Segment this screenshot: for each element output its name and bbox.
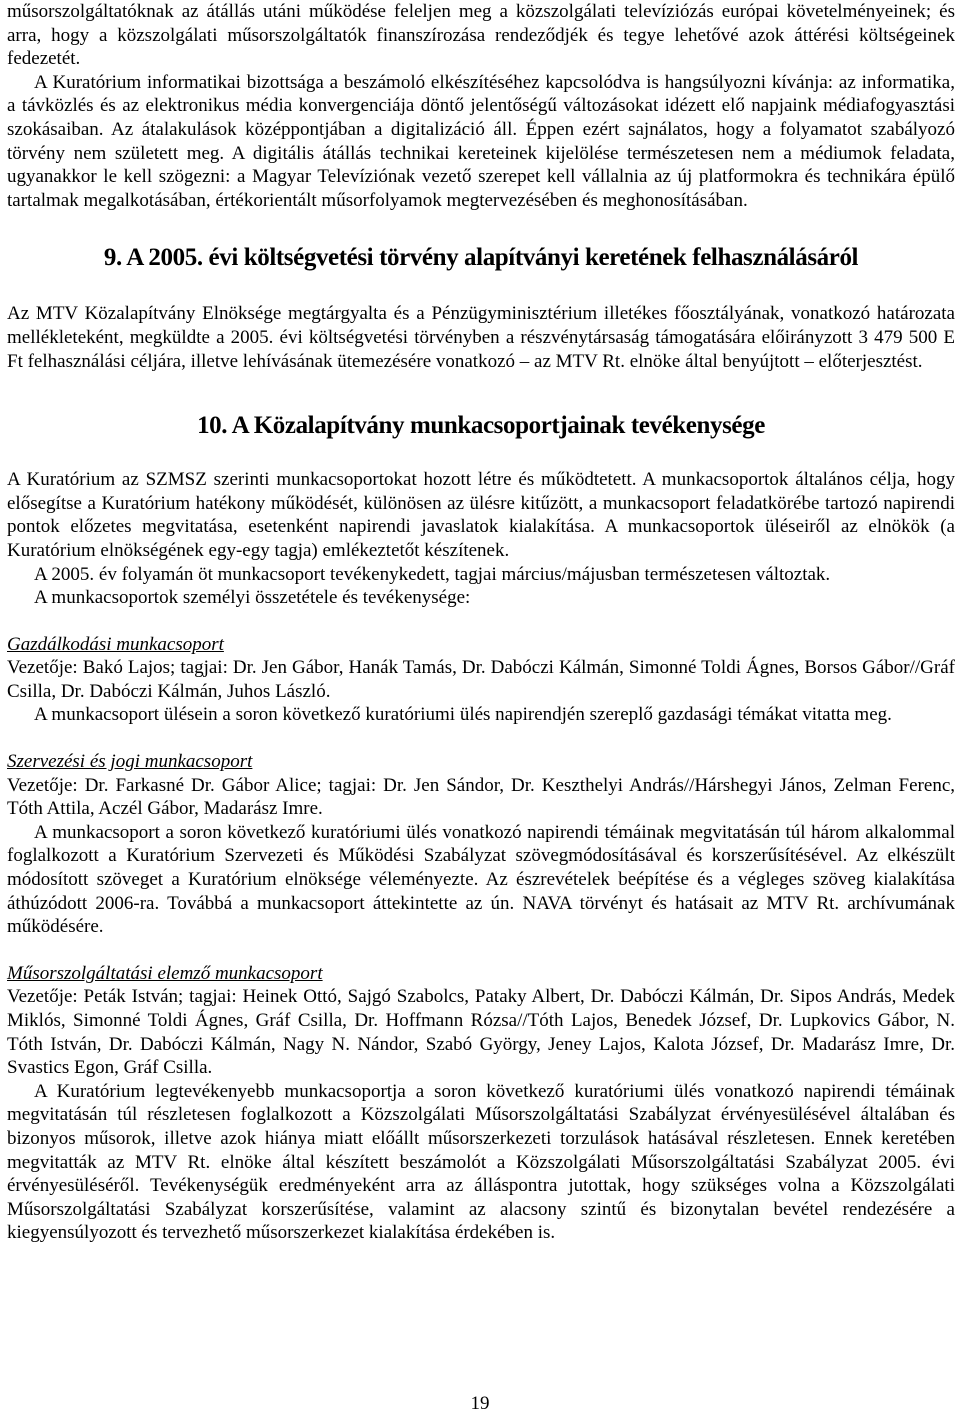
paragraph-working-groups-intro: A Kuratórium az SZMSZ szerinti munkacsoportokat hozott létre és működtetett. A munkacsoportok általános célja, hogy elősegítse a Kuratórium hatékony működését, különösen az ülésre kitűzött, a munkacsoport feladatkörébe tartozó napirendi pontok előzetes megvitatása, esetenként napirendi javaslatok kialakítása. A munkacsoportok üléseiről az elnökök (a Kuratórium elnökségének egy-egy tagja) emlékeztetőt készítenek. (7, 469, 955, 561)
working-group-activity-broadcasting: A Kuratórium legtevékenyebb munkacsoportja a soron következő kuratóriumi ülés vonatkozó napirendi témáinak megvitatásán túl részletesen foglalkozott a Közszolgálati Műsorszolgáltatási Szabályzat érvényesülésével általában és bizonyos műsorok, illetve azok hiánya miatt előállt műsorszerkezeti torzulások hatásával részletesen. Ennek keretében megvitatták az MTV Rt. elnöke által készített beszámolót a Közszolgálati Műsorszolgáltatási Szabályzat 2005. évi érvényesüléséről. Tevékenységük eredményeként arra az álláspontra jutottak, hogy szükséges volna a Közszolgálati Műsorszolgáltatási Szabályzat korszerűsítése, valamint az alacsony szintű és bizonytalan bevétel rendezésére a kiegyensúlyozott és tervezhető műsorszerkezet kialakítása érdekében is. (7, 1080, 955, 1244)
paragraph-mtv-budget: Az MTV Közalapítvány Elnöksége megtárgyalta és a Pénzügyminisztérium illetékes főosztályának, vonatkozó határozata mellékleteként, megküldte a 2005. évi költségvetési törvényben a részvénytársaság támogatására előirányzott 3 479 500 E Ft felhasználási céljára, illetve lehívásának ütemezésére vonatkozó – az MTV Rt. elnöke által benyújtott – előterjesztést. (7, 303, 955, 372)
paragraph-informatics-committee: A Kuratórium informatikai bizottsága a beszámoló elkészítéséhez kapcsolódva is hangsúlyozni kívánja: az informatika, a távközlés és az elektronikus média konvergenciája döntő jelentőségű változásokat idézett elő napjaink médiafogyasztási szokásaiban. Az átalakulások középpontjában a digitalizáció áll. Éppen ezért sajnálatos, hogy a folyamatot szabályozó törvény nem született meg. A digitális átállás technikai kereteinek kijelölése természetesen nem a médiumok feladata, ugyanakkor le kell szögezni: a Magyar Televíziónak vezető szerepet kell vállalnia az új platformokra és technikára épülő tartalmak megalkotásában, értékorientált műsorfolyamok megtervezésében és meghonosításában. (7, 71, 955, 211)
working-group-members-broadcasting: Vezetője: Peták István; tagjai: Heinek Ottó, Sajgó Szabolcs, Pataky Albert, Dr. Dabóczi Kálmán, Dr. Sipos András, Medek Miklós, Simonné Toldi Ágnes, Gráf Csilla, Dr. Hoffmann Rózsa//Tóth Lajos, Benedek József, Dr. Lupkovics Gábor, N. Tóth István, Dr. Dabóczi Kálmán, Nagy N. Nándor, Szabó György, Jeney Lajos, Kalota József, Dr. Madarász Imre, Dr. Svastics Egon, Gráf Csilla. (7, 986, 955, 1079)
section-heading-10: 10. A Közalapítvány munkacsoportjainak tevékenysége (197, 412, 765, 440)
section-heading-9: 9. A 2005. évi költségvetési törvény alapítványi keretének felhasználásáról (103, 244, 859, 272)
paragraph-intro-continuation: műsorszolgáltatóknak az átállás utáni működése feleljen meg a közszolgálati televíziózás európai követelményeinek; és arra, hogy a közszolgálati műsorszolgáltatók finanszírozása rendeződjék és tegye lehetővé azok áttérési költségeinek fedezetét. (7, 1, 955, 70)
page-number: 19 (470, 1393, 490, 1414)
working-group-activity-legal: A munkacsoport a soron következő kuratóriumi ülés vonatkozó napirendi témáinak megvitatásán túl három alkalommal foglalkozott a Kuratórium Szervezeti és Működési Szabályzat szövegmódosításával és korszerűsítésével. Az elkészült módosított szöveget a Kuratórium elnöksége véleményezte. Az észrevételek beépítése és a végleges szöveg kialakítása áthúzódott 2006-ra. Továbbá a munkacsoport áttekintette az ún. NAVA törvényt és hatásait az MTV Rt. archívumának működésére. (7, 821, 955, 938)
paragraph-working-groups-members: A munkacsoportok személyi összetétele és tevékenysége: (34, 587, 471, 609)
paragraph-working-groups-2005: A 2005. év folyamán öt munkacsoport tevékenykedett, tagjai március/májusban természetesen változtak. (34, 563, 831, 585)
document-page (7, 0, 955, 1245)
working-group-activity-economic: A munkacsoport ülésein a soron következő kuratóriumi ülés napirendjén szereplő gazdasági témákat vitatta meg. (34, 704, 892, 726)
working-group-members-legal: Vezetője: Dr. Farkasné Dr. Gábor Alice; tagjai: Dr. Jen Sándor, Dr. Keszthelyi András//Hárshegyi János, Zelman Ferenc, Tóth Attila, Aczél Gábor, Madarász Imre. (7, 774, 955, 820)
working-group-title-broadcasting: Műsorszolgáltatási elemző munkacsoport (7, 962, 323, 984)
working-group-title-legal: Szervezési és jogi munkacsoport (7, 751, 253, 773)
working-group-members-economic: Vezetője: Bakó Lajos; tagjai: Dr. Jen Gábor, Hanák Tamás, Dr. Dabóczi Kálmán, Simonné Toldi Ágnes, Borsos Gábor//Gráf Csilla, Dr. Dabóczi Kálmán, Juhos László. (7, 657, 955, 702)
working-group-title-economic: Gazdálkodási munkacsoport (7, 633, 224, 655)
